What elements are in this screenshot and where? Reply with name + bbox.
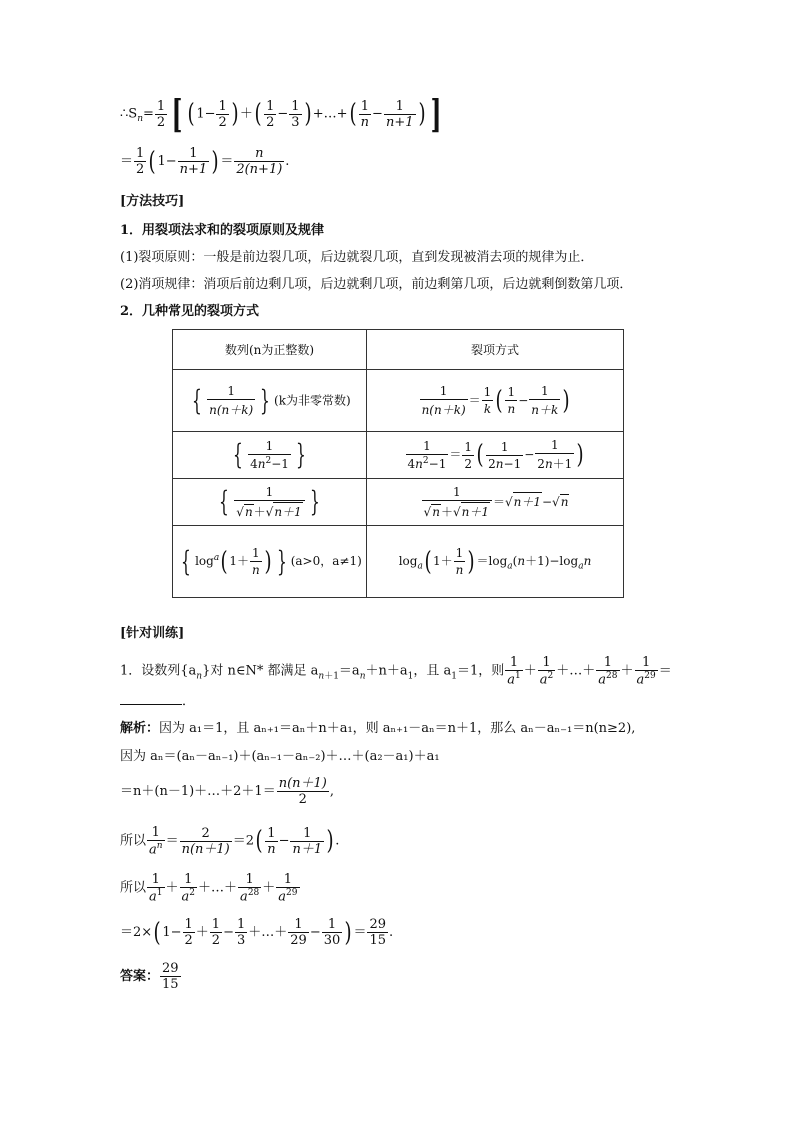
rule-cancel-pattern: (2)消项规律：消项后前边剩几项，后边就剩几项，前边剩第几项，后边就剩倒数第几项．: [120, 277, 633, 292]
table-cell: $\frac{1}{√n+√n+1}$ ＝√n＋1−√n: [367, 479, 624, 526]
solution-line1: 解析：因为 a₁＝1，且 aₙ₊₁＝aₙ＋n＋a₁，则 aₙ₊₁－aₙ＝n＋1，那么 aₙ－aₙ₋₁＝n(n≥2),: [120, 721, 636, 736]
answer-line: [120, 962, 182, 991]
table-cell: { $\frac{1}{4n^2-1}$ }: [173, 432, 367, 479]
answer-label: 答案：: [120, 969, 160, 984]
table-row: [173, 479, 624, 526]
section-method-tips: [方法技巧]: [120, 194, 185, 209]
table-cell: $\frac{1}{n(n+k)}$ ＝ $\frac{1}{k}$ ( $\frac{1}{n}$ − $\frac{1}{n+k}$ ): [367, 370, 624, 432]
solution-line5: 所以 $\frac{1}{a^1}$ ＋ $\frac{1}{a^2}$ ＋…＋ $\frac{1}{a^{28}}$ ＋ $\frac{1}{a^{29}}$: [120, 872, 298, 905]
sum-formula-line1: $\therefore S_n=$ $\frac{1}{2}$ [ ( 1− $\frac{1}{2}$ ) ＋( $\frac{1}{2}$ − $\frac{1}{3}$ ) +…+( $\frac{1}{n}$ − $\frac{1}{n+1}$ ) ]: [120, 91, 442, 136]
table-cell: { $\frac{1}{n(n+k)}$ } (k为非零常数): [173, 370, 367, 432]
table-cell: { $\log^a$( 1＋ $\frac{1}{n}$ ) } (a>0，a≠1): [173, 526, 367, 598]
solution-line6: ＝2×( 1− $\frac{1}{2}$ ＋ $\frac{1}{2}$ − $\frac{1}{3}$ ＋…＋ $\frac{1}{29}$ − $\frac{1}{30}$ ) ＝ $\frac{29}{15}$ .: [120, 917, 394, 948]
heading-common-splits: 2．几种常见的裂项方式: [120, 304, 260, 319]
solution-line2: 因为 aₙ＝(aₙ－aₙ₋₁)＋(aₙ₋₁－aₙ₋₂)＋…＋(a₂－a₁)＋a₁: [120, 749, 440, 764]
table-cell: $\frac{1}{4n^2-1}$ ＝ $\frac{1}{2}$ ( $\frac{1}{2n-1}$ − $\frac{1}{2n+1}$ ): [367, 432, 624, 479]
table-cell: { $\frac{1}{√n+√n+1}$ }: [173, 479, 367, 526]
sum-formula-line2: ＝ $\frac{1}{2}$ ( 1− $\frac{1}{n+1}$ ) ＝ $\frac{n}{2(n+1)}$ .: [120, 146, 290, 177]
table-header-row: [173, 330, 624, 370]
table-row: [173, 432, 624, 479]
solution-line4: 所以 $\frac{1}{a^n}$ ＝ $\frac{2}{n(n+1)}$ ＝2( $\frac{1}{n}$ − $\frac{1}{n+1}$ ) .: [120, 825, 340, 858]
table-cell: $\log_a$( 1＋ $\frac{1}{n}$ ) $=\log_a(n+1)-\log_an$: [367, 526, 624, 598]
answer-blank: [120, 694, 182, 705]
heading-split-rules: 1．用裂项法求和的裂项原则及规律: [120, 223, 325, 238]
answer-blank-line: ．: [120, 694, 195, 708]
fraction: $\frac{1}{2}$: [156, 98, 166, 130]
table-header-method: 裂项方式: [367, 330, 624, 370]
rule-split-principle: (1)裂项原则：一般是前边裂几项，后边就裂几项，直到发现被消去项的规律为止．: [120, 250, 594, 265]
table-header-sequence: 数列(n为正整数): [173, 330, 367, 370]
section-practice: [针对训练]: [120, 626, 185, 641]
split-methods-table: [172, 329, 624, 598]
answer-value: $\frac{29}{15}$: [162, 961, 179, 992]
solution-line3: ＝n＋(n－1)＋…＋2＋1＝ $\frac{n(n+1)}{2}$ ,: [120, 776, 335, 807]
therefore-s: ∴S: [120, 106, 138, 122]
table-row: [173, 370, 624, 432]
table-row: [173, 526, 624, 598]
problem-statement: 1．设数列$\{a_n\}$对 n∈N* 都满足 $a_{n+1}=a_n+n+a_1$，且 $a_1=1$，则 $\frac{1}{a^1}$ ＋ $\frac{1}{a^2}$ ＋…＋ $\frac{1}{a^{28}}$ ＋ $\frac{1}{a^{29}}$ ＝: [120, 655, 672, 688]
